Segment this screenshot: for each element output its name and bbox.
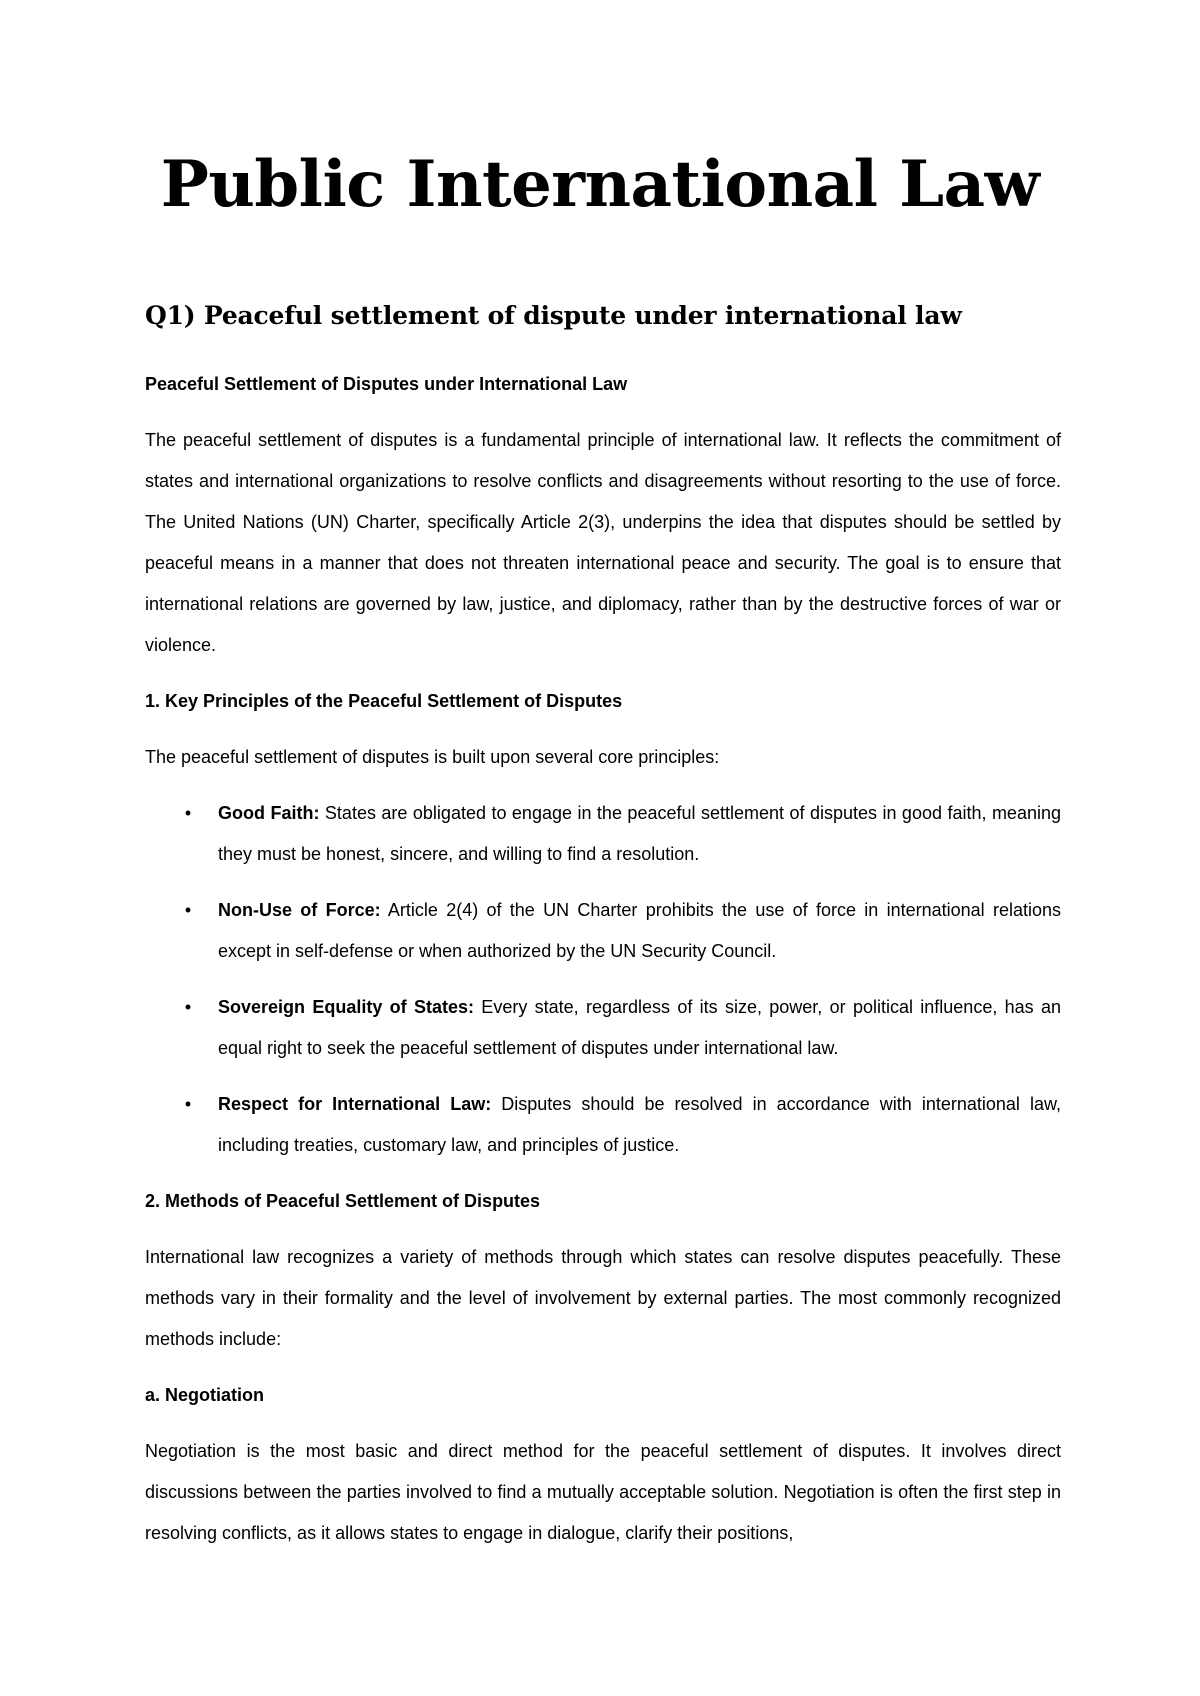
- bullet-icon: •: [184, 900, 192, 920]
- principles-list: [145, 793, 1061, 1166]
- bullet-icon: •: [184, 1094, 192, 1114]
- list-item-text: States are obligated to engage in the peaceful settlement of disputes in good faith, meaning they must be honest, sincere, and willing to find a resolution.: [218, 803, 1061, 864]
- document-title: Public International Law: [160, 147, 1040, 222]
- list-item-text: Disputes should be resolved in accordance with international law, including treaties, customary law, and principles of justice.: [218, 1094, 1061, 1155]
- section-1-heading: 1. Key Principles of the Peaceful Settlement of Disputes: [145, 691, 623, 711]
- subsection-a-text: Negotiation is the most basic and direct method for the peaceful settlement of disputes. It involves direct discussions between the parties involved to find a mutually acceptable solution. Negotiation is often the first step in resolving conflicts, as it allows states to engage in dialogue, clarify their positions,: [145, 1441, 1061, 1543]
- list-item-text: Article 2(4) of the UN Charter prohibits the use of force in international relations except in self-defense or when authorized by the UN Security Council.: [218, 900, 1061, 961]
- subsection-a-heading: a. Negotiation: [145, 1385, 265, 1405]
- list-item-term: Good Faith:: [218, 803, 320, 823]
- bullet-icon: •: [184, 803, 192, 823]
- intro-paragraph: The peaceful settlement of disputes is a fundamental principle of international law. It reflects the commitment of states and international organizations to resolve conflicts and disagreements without resorting to the use of force. The United Nations (UN) Charter, specifically Article 2(3), underpins the idea that disputes should be settled by peaceful means in a manner that does not threaten international peace and security. The goal is to ensure that international relations are governed by law, justice, and diplomacy, rather than by the destructive forces of war or violence.: [145, 430, 1061, 655]
- list-item-term: Sovereign Equality of States:: [218, 997, 474, 1017]
- subheading: Peaceful Settlement of Disputes under International Law: [145, 374, 628, 394]
- list-item-term: Non-Use of Force:: [218, 900, 381, 920]
- list-item: [145, 793, 1061, 875]
- list-item: [145, 987, 1061, 1069]
- section-1-lead: The peaceful settlement of disputes is built upon several core principles:: [145, 747, 720, 767]
- section-2-heading: 2. Methods of Peaceful Settlement of Disputes: [145, 1191, 541, 1211]
- list-item-text: Every state, regardless of its size, power, or political influence, has an equal right to seek the peaceful settlement of disputes under international law.: [218, 997, 1061, 1058]
- list-item-term: Respect for International Law:: [218, 1094, 492, 1114]
- list-item: [145, 1084, 1061, 1166]
- question-heading: Q1) Peaceful settlement of dispute under international law: [145, 301, 962, 330]
- bullet-icon: •: [184, 997, 192, 1017]
- list-item: [145, 890, 1061, 972]
- document-body: [145, 364, 1061, 1569]
- section-2-lead: International law recognizes a variety of methods through which states can resolve disputes peacefully. These methods vary in their formality and the level of involvement by external parties. The most commonly recognized methods include:: [145, 1247, 1061, 1349]
